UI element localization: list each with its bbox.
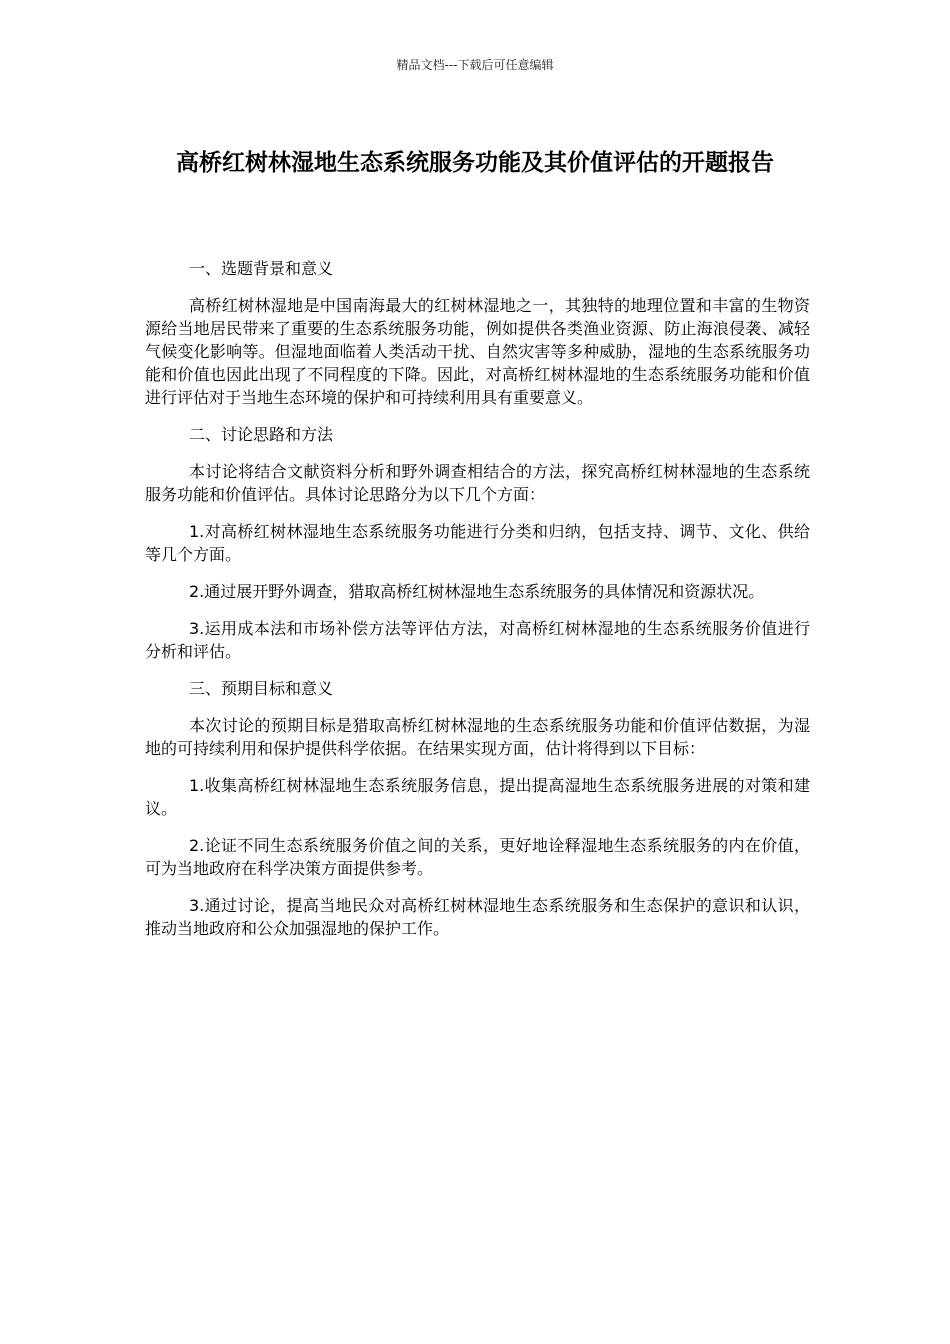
page-header: 精品文档---下载后可任意编辑 [396, 58, 554, 72]
body-paragraph: 本次讨论的预期目标是猎取高桥红树林湿地的生态系统服务功能和价值评估数据，为湿地的可持续利用和保护提供科学依据。在结果实现方面，估计将得到以下目标： [145, 716, 810, 758]
document-body [145, 257, 810, 954]
body-paragraph: 高桥红树林湿地是中国南海最大的红树林湿地之一，其独特的地理位置和丰富的生物资源给当地居民带来了重要的生态系统服务功能，例如提供各类渔业资源、防止海浪侵袭、减轻气候变化影响等。但湿地面临着人类活动干扰、自然灾害等多种威胁，湿地的生态系统服务功能和价值也因此出现了不同程度的下降。因此，对高桥红树林湿地的生态系统服务功能和价值进行评估对于当地生态环境的保护和可持续利用具有重要意义。 [145, 296, 810, 407]
section-heading: 一、选题背景和意义 [189, 259, 334, 278]
body-paragraph: 本讨论将结合文献资料分析和野外调查相结合的方法，探究高桥红树林湿地的生态系统服务功能和价值评估。具体讨论思路分为以下几个方面： [145, 462, 810, 504]
document-title: 高桥红树林湿地生态系统服务功能及其价值评估的开题报告 [176, 150, 774, 176]
list-item: 2.通过展开野外调查，猎取高桥红树林湿地生态系统服务的具体情况和资源状况。 [189, 582, 765, 601]
list-item: 2.论证不同生态系统服务价值之间的关系，更好地诠释湿地生态系统服务的内在价值，可为当地政府在科学决策方面提供参考。 [145, 836, 810, 878]
list-item: 1.对高桥红树林湿地生态系统服务功能进行分类和归纳，包括支持、调节、文化、供给等几个方面。 [145, 522, 810, 564]
section-heading: 二、讨论思路和方法 [189, 425, 334, 444]
list-item: 3.运用成本法和市场补偿方法等评估方法，对高桥红树林湿地的生态系统服务价值进行分析和评估。 [145, 619, 810, 661]
section-heading: 三、预期目标和意义 [189, 679, 334, 698]
list-item: 1.收集高桥红树林湿地生态系统服务信息，提出提高湿地生态系统服务进展的对策和建议。 [145, 776, 810, 818]
list-item: 3.通过讨论，提高当地民众对高桥红树林湿地生态系统服务和生态保护的意识和认识，推动当地政府和公众加强湿地的保护工作。 [145, 896, 810, 938]
